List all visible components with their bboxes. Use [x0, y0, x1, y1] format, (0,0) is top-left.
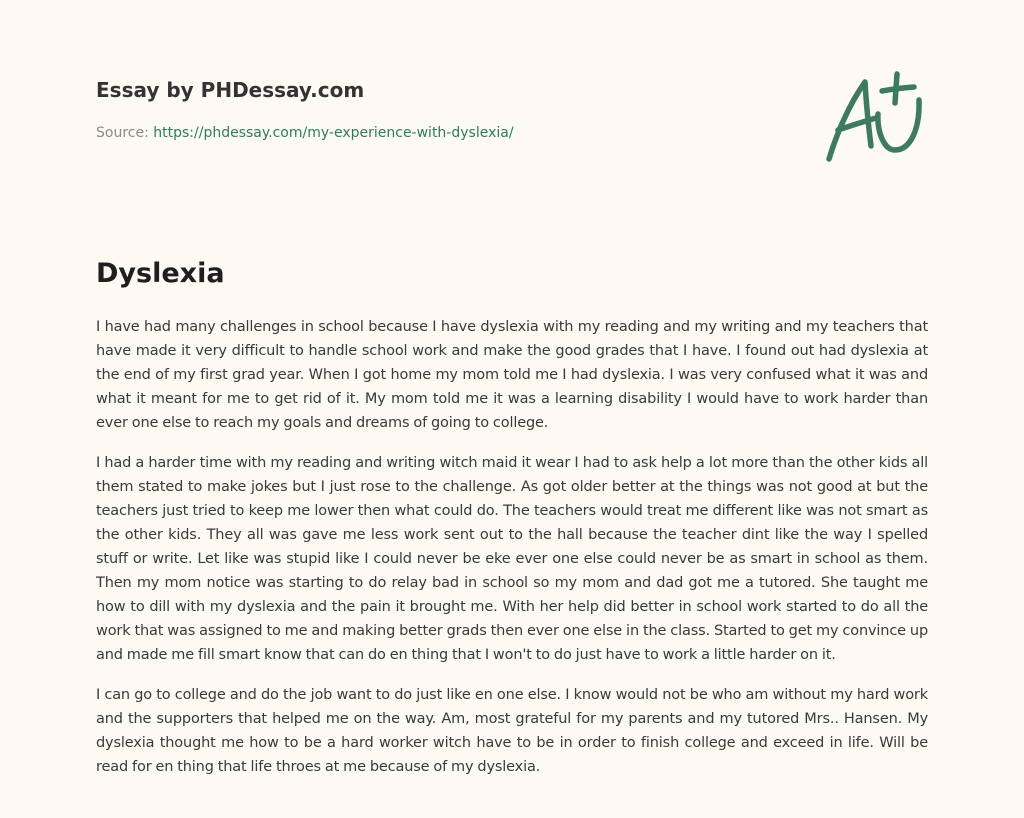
- source-label: Source:: [96, 125, 149, 141]
- site-brand: Essay by PHDessay.com: [96, 78, 365, 102]
- page-header: [96, 76, 796, 143]
- source-link[interactable]: https://phdessay.com/my-experience-with-dyslexia/: [153, 125, 514, 141]
- paragraph: I had a harder time with my reading and writing witch maid it wear I had to ask help a lot more than the other kids all them stated to make jokes but I just rose to the challenge. As got older better at the things was not good at but the teachers just tried to keep me lower then what could do. The teachers would treat me different like was not smart as the other kids. They all was gave me less work sent out to the hall because the teacher dint like the way I spelled stuff or write. Let like was stupid like I could never be eke ever one else could never be as smart in school as them. Then my mom notice was starting to do relay bad in school so my mom and dad got me a tutored. She taught me how to dill with my dyslexia and the pain it brought me. With her help did better in school work started to do all the work that was assigned to me and making better grads then ever one else in the class. Started to get my convince up and made me fill smart know that can do en thing that I won't to do just have to work a little harder on it.: [96, 455, 928, 663]
- essay-body: [96, 315, 928, 795]
- source-line: [96, 123, 796, 143]
- paragraph: I have had many challenges in school because I have dyslexia with my reading and my writing and my teachers that have made it very difficult to handle school work and make the good grades that I have. I found out had dyslexia at the end of my first grad year. When I got home my mom told me I had dyslexia. I was very confused what it was and what it meant for me to get rid of it. My mom told me it was a learning disability I would have to work harder than ever one else to reach my goals and dreams of going to college.: [96, 319, 928, 431]
- essay-title: Dyslexia: [96, 258, 225, 289]
- a-plus-logo-icon: [822, 70, 926, 164]
- paragraph: I can go to college and do the job want to do just like en one else. I know would not be who am without my hard work and the supporters that helped me on the way. Am, most grateful for my parents and my tutored Mrs.. Hansen. My dyslexia thought me how to be a hard worker witch have to be in order to finish college and exceed in life. Will be read for en thing that life throes at me because of my dyslexia.: [96, 687, 928, 775]
